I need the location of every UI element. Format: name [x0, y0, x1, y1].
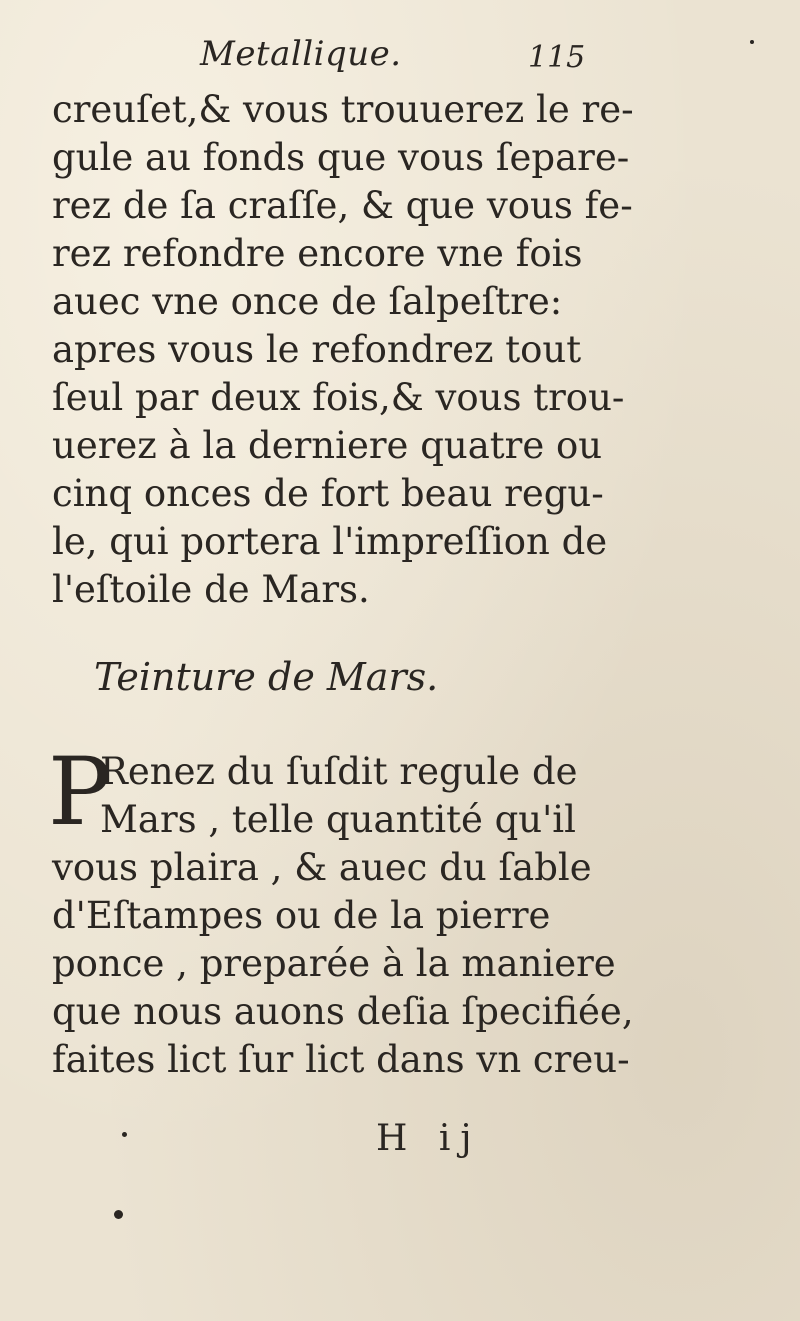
text-line: cinq onces de fort beau regu- [52, 472, 604, 515]
text-line: auec vne once de ſalpeſtre: [52, 280, 563, 323]
text-line: d'Eſtampes ou de la pierre [52, 894, 551, 937]
ink-speck [114, 1210, 123, 1219]
text-line: le, qui portera l'impreſſion de [52, 520, 608, 563]
text-line: creuſet,& vous trouuerez le re- [52, 88, 634, 131]
text-line: l'eſtoile de Mars. [52, 568, 370, 611]
text-line: que nous auons deſia ſpecifiée, [52, 990, 634, 1033]
page-number: 115 [528, 40, 586, 75]
text-line: gule au fonds que vous ſepare- [52, 136, 630, 179]
ink-speck [122, 1132, 127, 1137]
running-head [0, 30, 800, 90]
running-title: Metallique. [200, 34, 402, 74]
signature-mark: H ij [376, 1118, 482, 1159]
text-line: rez de ſa craſſe, & que vous fe- [52, 184, 633, 227]
text-line: faites lict ſur lict dans vn creu- [52, 1038, 630, 1081]
drop-cap: P [48, 738, 112, 847]
text-line: ponce , preparée à la maniere [52, 942, 616, 985]
section-heading: Teinture de Mars. [94, 655, 439, 699]
text-line: rez refondre encore vne fois [52, 232, 583, 275]
text-line: uerez à la derniere quatre ou [52, 424, 603, 467]
text-line: Mars , telle quantité qu'il [100, 798, 576, 841]
text-line: ſeul par deux fois,& vous trou- [52, 376, 625, 419]
text-line: Renez du ſuſdit regule de [100, 750, 578, 793]
ink-speck [750, 40, 754, 44]
text-line: apres vous le refondrez tout [52, 328, 582, 371]
text-line: vous plaira , & auec du ſable [52, 846, 592, 889]
